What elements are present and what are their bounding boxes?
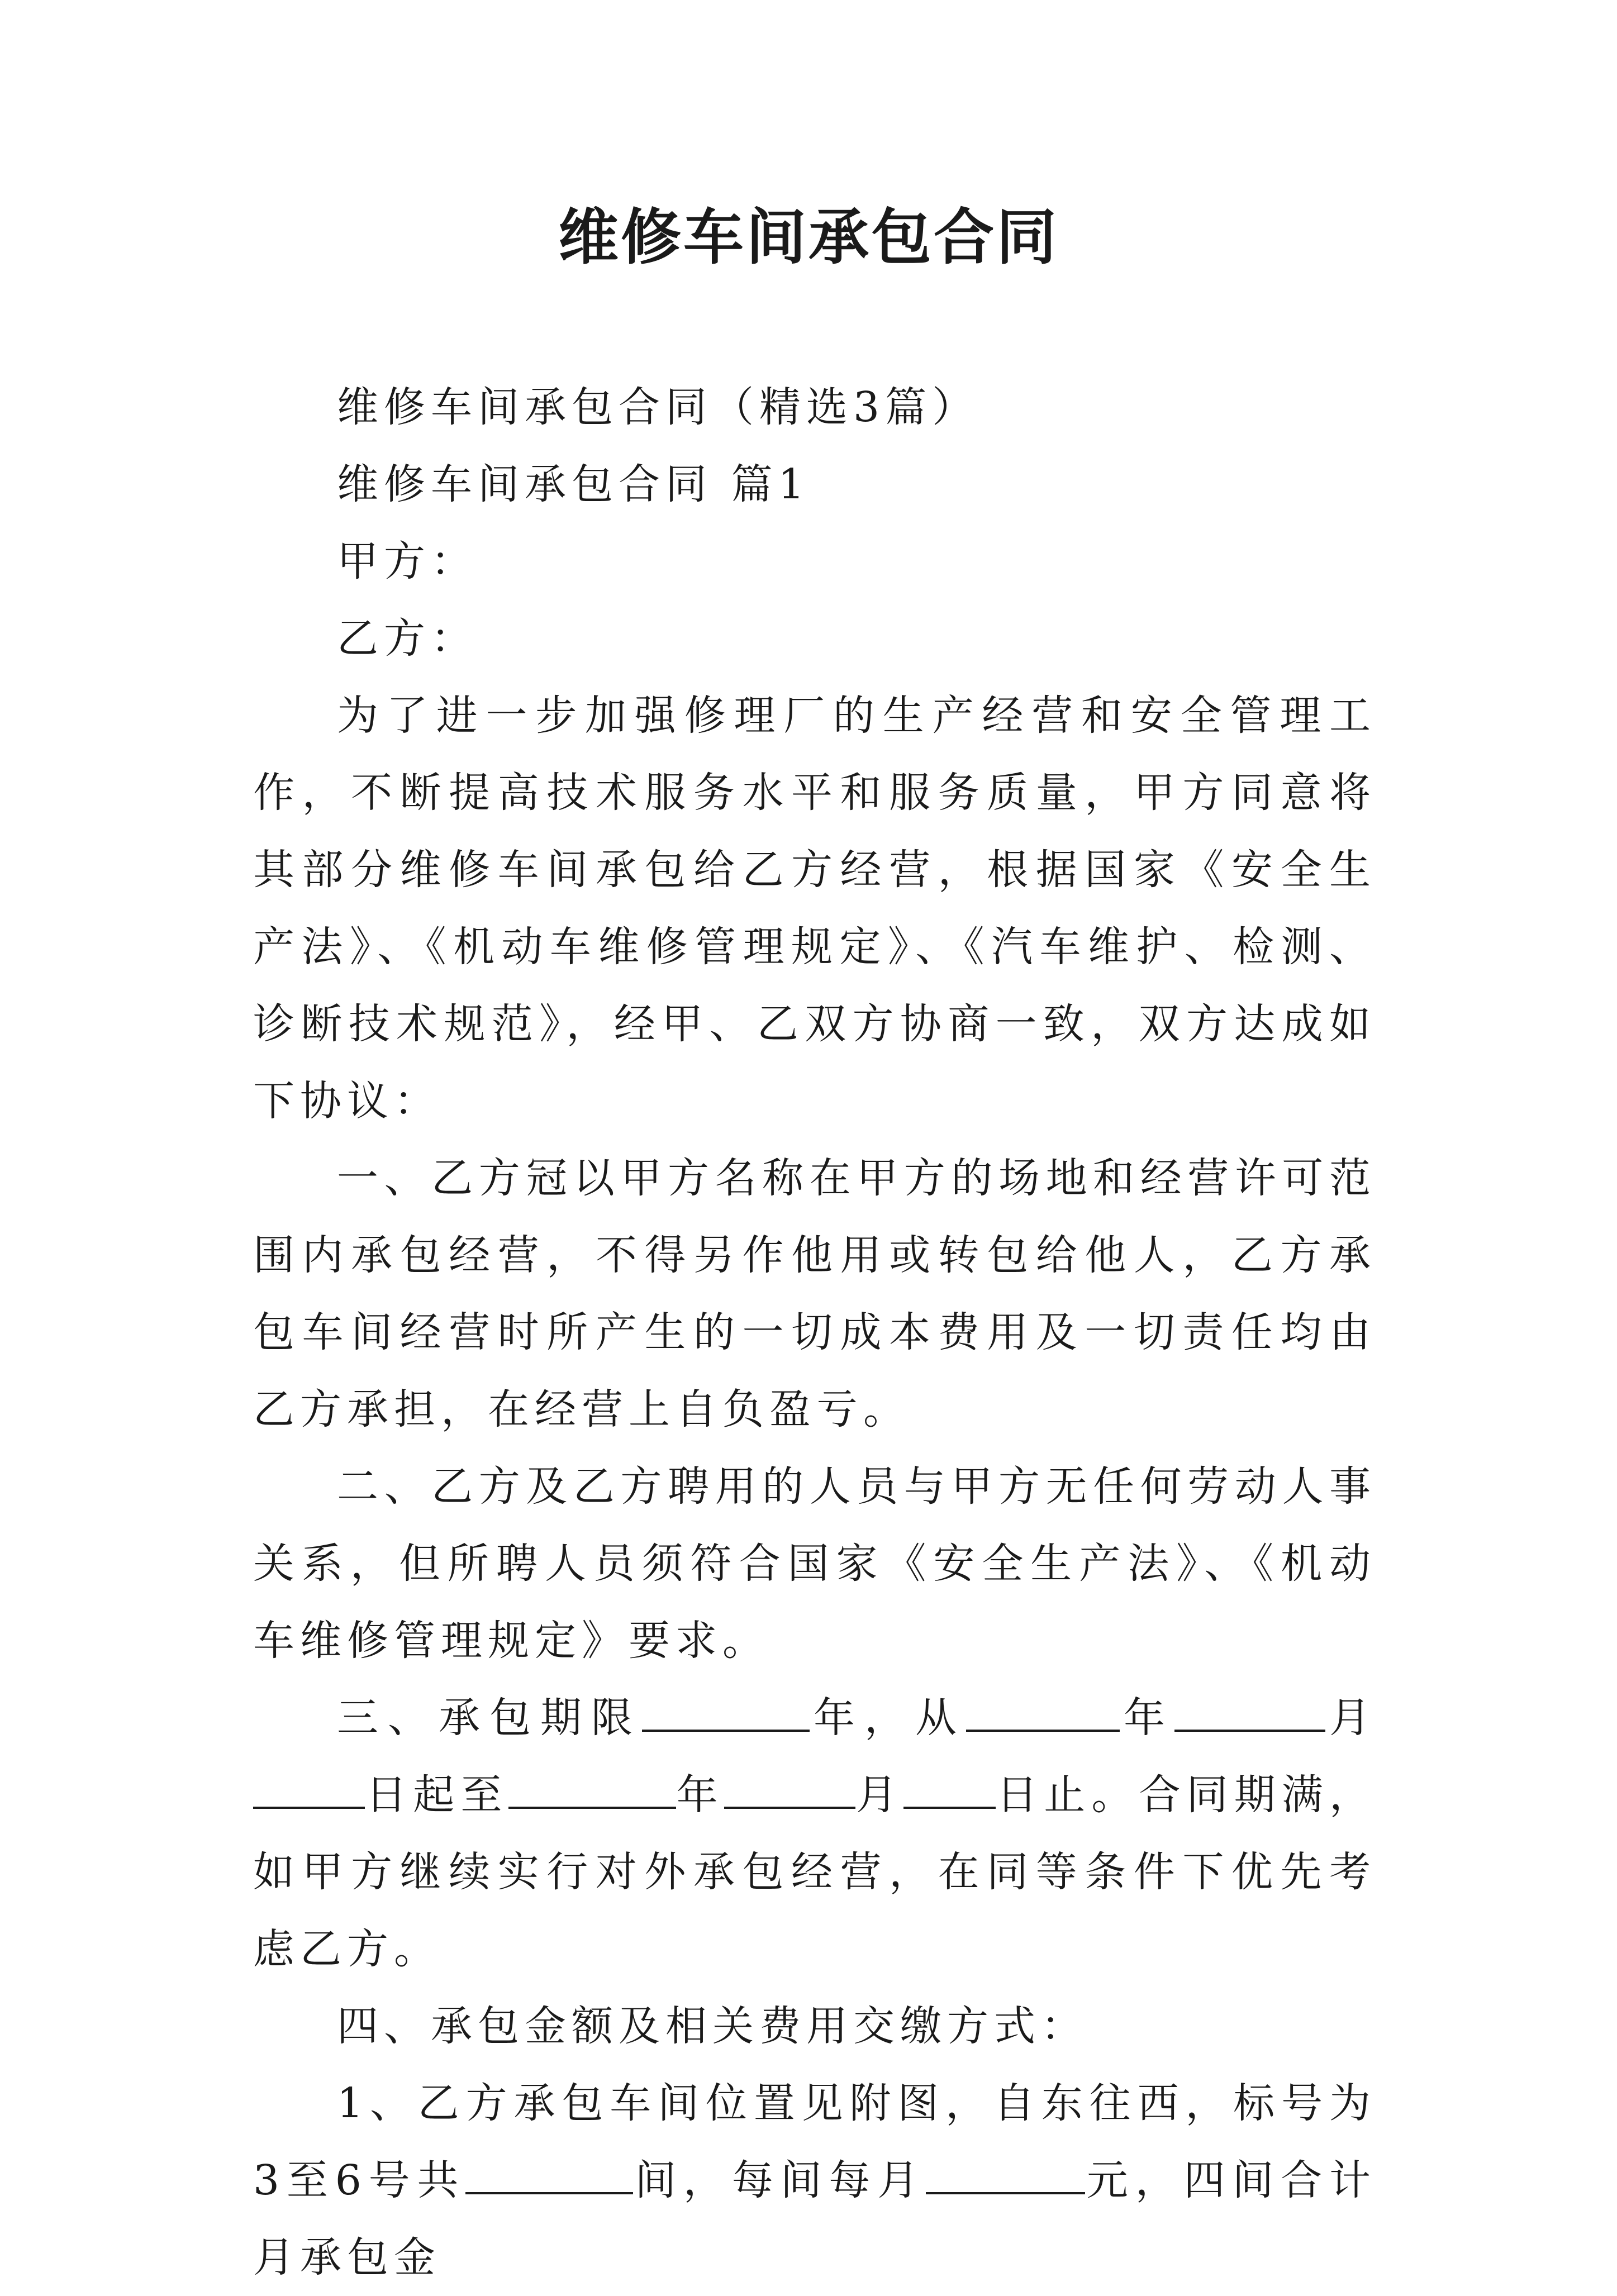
clause-2-paragraph: 二、乙方及乙方聘用的人员与甲方无任何劳动人事关系，但所聘人员须符合国家《安全生产法》、《机动车维修管理规定》要求。 [253, 1463, 1376, 1665]
party-b-line: 乙方： [337, 615, 478, 663]
party-a-line: 甲方： [337, 537, 478, 585]
clause-4-1-text: 间，每间每月 [633, 2156, 926, 2204]
clause-3-text: 年 [676, 1771, 724, 1819]
clause-4-heading: 四、承包金额及相关费用交缴方式： [337, 2002, 1088, 2050]
section-heading: 维修车间承包合同 篇1 [337, 460, 810, 508]
document-subtitle: 维修车间承包合同（精选3篇） [337, 383, 979, 431]
clause-3-text: 日止。合同期满，如甲方继续实行对外承包经营，在同等条件下优先考虑乙方。 [253, 1771, 1376, 1973]
clause-3-text: 月 [855, 1771, 903, 1819]
fill-in-blank [903, 1774, 996, 1809]
clause-4-1-text: 元，四间合计月承包金 [253, 2156, 1377, 2281]
fill-in-blank [642, 1697, 810, 1732]
clause-4-1-text: 1、乙方承包车间位置见附图，自东往西，标号为3至6号共 [253, 2079, 1376, 2204]
clause-3-text: 日起至 [365, 1771, 508, 1819]
fill-in-blank [1174, 1697, 1325, 1732]
clause-4-1-paragraph [253, 2065, 1376, 2296]
clause-1-paragraph: 一、乙方冠以甲方名称在甲方的场地和经营许可范围内承包经营，不得另作他用或转包给他人，乙方承包车间经营时所产生的一切成本费用及一切责任均由乙方承担，在经营上自负盈亏。 [253, 1154, 1376, 1433]
intro-paragraph: 为了进一步加强修理厂的生产经营和安全管理工作，不断提高技术服务水平和服务质量，甲方同意将其部分维修车间承包给乙方经营，根据国家《安全生产法》、《机动车维修管理规定》、《汽车维护、检测、诊断技术规范》，经甲、乙双方协商一致，双方达成如下协议： [253, 692, 1376, 1125]
clause-3-paragraph [253, 1679, 1376, 1988]
fill-in-blank [724, 1774, 855, 1809]
clause-3-text: 年，从 [810, 1694, 966, 1742]
fill-in-blank [966, 1697, 1120, 1732]
clause-3-text: 三、承包期限 [337, 1694, 642, 1742]
clause-3-text: 年 [1120, 1694, 1174, 1742]
document-title: 维修车间承包合同 [558, 202, 1059, 273]
fill-in-blank [465, 2160, 633, 2194]
document-body [253, 369, 1376, 2296]
fill-in-blank [508, 1774, 676, 1809]
fill-in-blank [253, 1774, 365, 1809]
clause-3-text: 月 [1325, 1694, 1376, 1742]
fill-in-blank [926, 2160, 1085, 2194]
